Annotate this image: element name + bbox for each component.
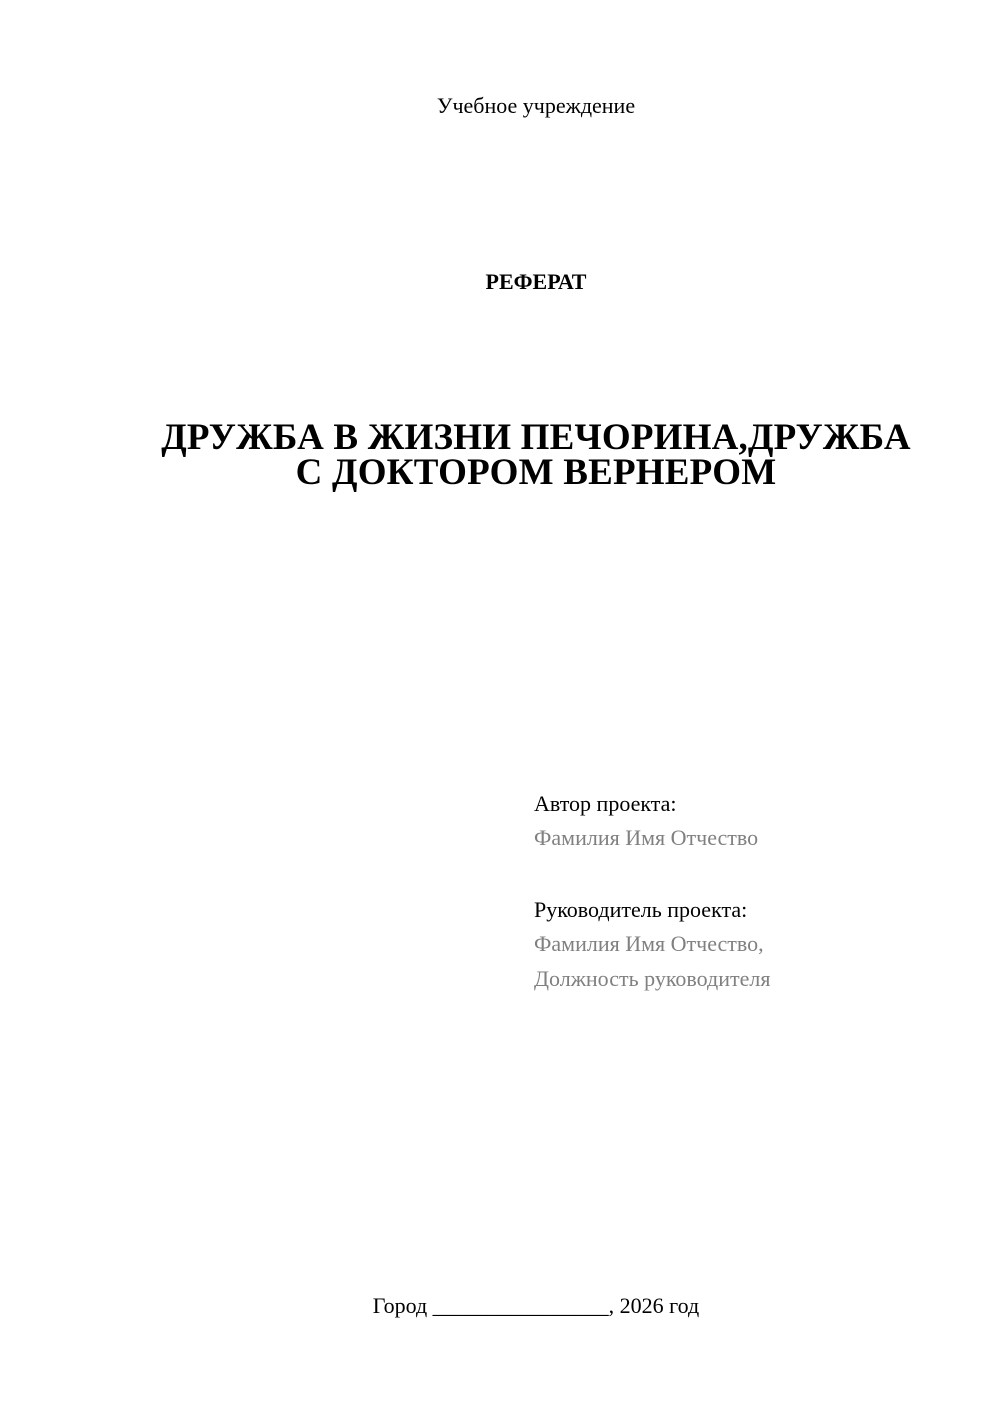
author-name: Фамилия Имя Отчество: [534, 825, 759, 850]
document-title: ДРУЖБА В ЖИЗНИ ПЕЧОРИНА,ДРУЖБА С ДОКТОРОМ ВЕРНЕРОМ: [161, 417, 911, 493]
supervisor-label: Руководитель проекта:: [534, 897, 748, 922]
supervisor-position: Должность руководителя: [534, 966, 771, 991]
supervisor-name: Фамилия Имя Отчество,: [534, 931, 764, 956]
author-label: Автор проекта:: [534, 791, 677, 816]
document-type: РЕФЕРАТ: [485, 269, 587, 294]
city-year-footer: Город ________________, 2026 год: [372, 1293, 700, 1318]
institution-name: Учебное учреждение: [436, 93, 636, 118]
